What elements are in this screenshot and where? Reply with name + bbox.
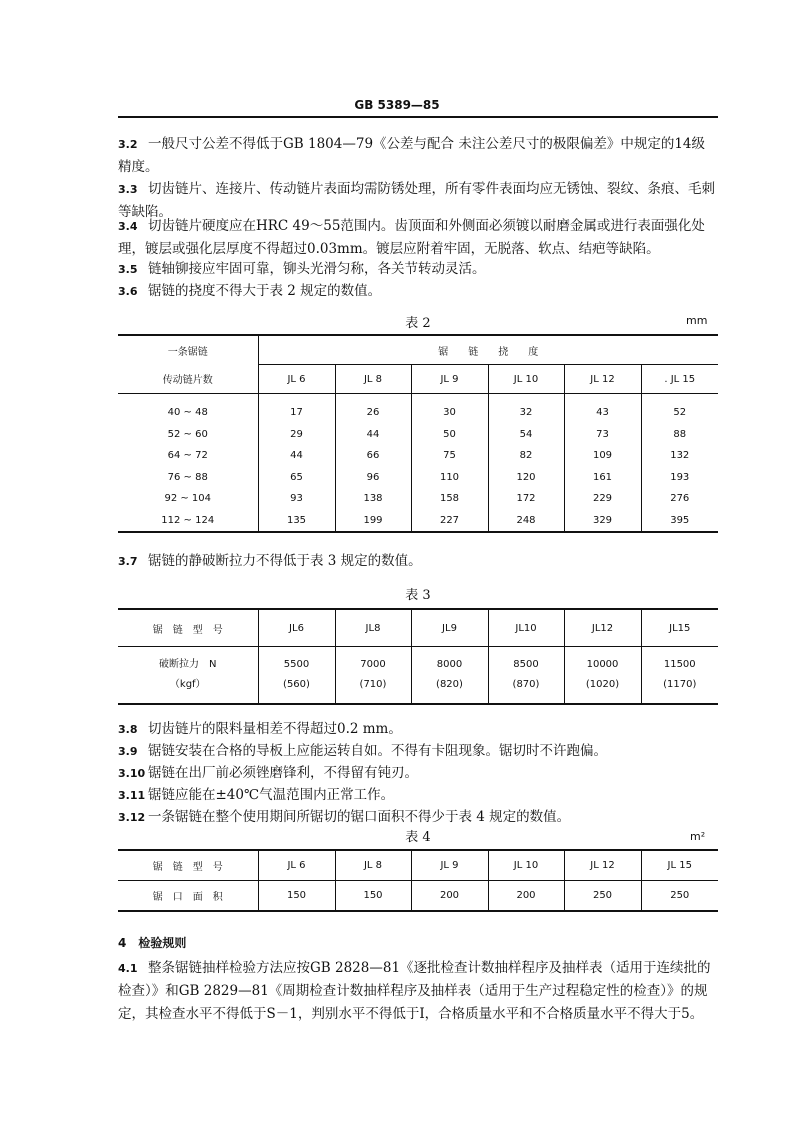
table-cell: 120 <box>488 467 564 489</box>
clause-number: 3.7 <box>118 555 138 568</box>
clause-number: 3.9 <box>118 745 138 758</box>
table-cell: 29 <box>258 424 335 446</box>
table2-range: 112 ~ 124 <box>161 514 215 526</box>
section-4-title: 4 检验规则 <box>118 936 187 950</box>
table4-model: JL 15 <box>641 850 718 881</box>
table-row <box>118 424 718 446</box>
table-cell: 200 <box>411 881 488 912</box>
table-cell: 200 <box>488 881 564 912</box>
clause-3-4 <box>118 215 718 261</box>
table-cell: 66 <box>335 445 411 467</box>
clause-number: 3.8 <box>118 723 138 736</box>
value-n: 8000 <box>436 659 463 670</box>
table3-model: JL8 <box>335 609 411 647</box>
value-kgf: (1020) <box>585 679 620 690</box>
clause-3-2 <box>118 133 718 179</box>
table-cell: 96 <box>335 467 411 489</box>
table3-model: JL15 <box>641 609 718 647</box>
table2-model: JL 6 <box>258 365 335 394</box>
value-kgf: (1170) <box>663 679 697 690</box>
clause-text: 锯链安装在合格的导板上应能运转自如。不得有卡阻现象。锯切时不许跑偏。 <box>148 743 607 759</box>
table-cell <box>335 647 411 705</box>
table-cell: 26 <box>335 394 411 424</box>
table-cell: 17 <box>258 394 335 424</box>
table4-model: JL 9 <box>411 850 488 881</box>
table-cell: 52 <box>641 394 718 424</box>
table-row <box>118 881 718 912</box>
clause-3-7 <box>118 550 718 573</box>
table-cell: 250 <box>641 881 718 912</box>
clause-text: 链轴铆接应牢固可靠，铆头光滑匀称，各关节转动灵活。 <box>148 261 486 277</box>
table-cell: 88 <box>641 424 718 446</box>
clause-4-1 <box>118 957 718 1026</box>
table-cell: 82 <box>488 445 564 467</box>
table-cell: 250 <box>564 881 641 912</box>
table2-group-header: 锯 链 挠 度 <box>258 335 718 365</box>
table2-range: 76 ~ 88 <box>167 471 208 483</box>
table3 <box>118 608 718 705</box>
table-cell <box>564 647 641 705</box>
clause-3-9 <box>118 740 718 763</box>
table4-model: JL 6 <box>258 850 335 881</box>
table-cell: 193 <box>641 467 718 489</box>
clause-number: 3.11 <box>118 789 146 802</box>
table2-model: JL 10 <box>488 365 564 394</box>
table-cell: 158 <box>411 488 488 510</box>
table-cell: 395 <box>641 510 718 533</box>
table4-label: 锯 口 面 积 <box>152 892 223 903</box>
table2-range: 40 ~ 48 <box>167 407 208 419</box>
table-cell: 138 <box>335 488 411 510</box>
clause-number: 4.1 <box>118 962 138 975</box>
table-row <box>118 647 718 705</box>
table3-model: JL6 <box>258 609 335 647</box>
table-cell: 32 <box>488 394 564 424</box>
value-n: 5500 <box>283 659 310 670</box>
table-cell: 161 <box>564 467 641 489</box>
clause-text: 一条锯链在整个使用期间所锯切的锯口面积不得少于表 4 规定的数值。 <box>148 809 571 825</box>
table2-range: 52 ~ 60 <box>167 428 208 440</box>
table3-label-n: 破断拉力 N <box>159 659 217 670</box>
table2-model: JL 12 <box>564 365 641 394</box>
clause-text: 切齿链片、连接片、传动链片表面均需防锈处理，所有零件表面均应无锈蚀、裂纹、条痕、毛刺等缺陷。 <box>118 181 715 220</box>
clause-number: 3.6 <box>118 285 138 298</box>
value-n: 11500 <box>663 659 696 670</box>
table3-model: JL9 <box>411 609 488 647</box>
table-cell <box>488 647 564 705</box>
value-kgf: (710) <box>359 679 387 690</box>
table-cell: 172 <box>488 488 564 510</box>
table-cell: 43 <box>564 394 641 424</box>
table2-range: 64 ~ 72 <box>167 450 208 462</box>
table2-unit: mm <box>686 314 708 327</box>
value-kgf: (560) <box>283 679 310 690</box>
table4 <box>118 849 718 912</box>
table-cell: 93 <box>258 488 335 510</box>
table-cell: 44 <box>335 424 411 446</box>
page-header: GB 5389—85 <box>354 98 440 112</box>
clause-3-5 <box>118 258 718 281</box>
table3-model: JL10 <box>488 609 564 647</box>
table-cell: 150 <box>258 881 335 912</box>
table3-label-kgf: （kgf） <box>169 679 206 690</box>
table4-model: JL 8 <box>335 850 411 881</box>
table-cell: 109 <box>564 445 641 467</box>
clause-number: 3.12 <box>118 811 146 824</box>
table2 <box>118 334 718 533</box>
table4-model: JL 10 <box>488 850 564 881</box>
value-n: 8500 <box>513 659 539 670</box>
clause-text: 切齿链片的限料量相差不得超过0.2 mm。 <box>148 721 402 737</box>
table-row <box>118 445 718 467</box>
table2-model: JL 8 <box>335 365 411 394</box>
table-cell: 135 <box>258 510 335 533</box>
table-cell <box>258 647 335 705</box>
table4-rowhead: 锯 链 型 号 <box>118 850 258 881</box>
value-kgf: (820) <box>436 679 463 690</box>
table-cell: 229 <box>564 488 641 510</box>
table-cell: 110 <box>411 467 488 489</box>
clause-text: 一般尺寸公差不得低于GB 1804—79《公差与配合 未注公差尺寸的极限偏差》中规定的14级精度。 <box>118 136 705 175</box>
clause-3-6 <box>118 280 718 303</box>
table2-model: JL 9 <box>411 365 488 394</box>
table-cell: 44 <box>258 445 335 467</box>
clause-number: 3.10 <box>118 767 146 780</box>
table-cell: 75 <box>411 445 488 467</box>
table4-unit: m² <box>690 830 706 843</box>
clause-number: 3.4 <box>118 220 138 233</box>
clause-text: 锯链在出厂前必须锉磨锋利，不得留有钝刃。 <box>148 765 418 781</box>
table-row <box>118 394 718 424</box>
table3-label <box>118 647 258 705</box>
table-cell: 227 <box>411 510 488 533</box>
table-cell: 276 <box>641 488 718 510</box>
table-cell: 150 <box>335 881 411 912</box>
clause-3-10 <box>118 762 718 785</box>
table-cell <box>411 647 488 705</box>
clause-3-8 <box>118 718 718 741</box>
table-row <box>118 510 718 533</box>
clause-number: 3.3 <box>118 183 138 196</box>
clause-text: 锯链应能在±40℃气温范围内正常工作。 <box>148 787 395 803</box>
clause-number: 3.5 <box>118 263 138 276</box>
table-cell: 248 <box>488 510 564 533</box>
table2-range: 92 ~ 104 <box>164 493 212 505</box>
value-n: 7000 <box>360 659 386 670</box>
table-cell: 30 <box>411 394 488 424</box>
clause-text: 整条锯链抽样检验方法应按GB 2828—81《逐批检查计数抽样程序及抽样表（适用于连续批的检查）》和GB 2829—81《周期检查计数抽样程序及抽样表（适用于生产过程稳定性的检查）》的规定，其检查水平不得低于S－1，判别水平不得低于Ⅰ，合格质量水平和不合格质量水平不得大于5。 <box>118 960 711 1022</box>
table2-rowhead2: 传动链片数 <box>118 365 258 394</box>
table4-caption: 表 4 <box>405 830 431 845</box>
table-cell <box>641 647 718 705</box>
table-cell: 132 <box>641 445 718 467</box>
table-cell: 54 <box>488 424 564 446</box>
table-row <box>118 467 718 489</box>
table-cell: 199 <box>335 510 411 533</box>
table-cell: 50 <box>411 424 488 446</box>
clause-text: 锯链的挠度不得大于表 2 规定的数值。 <box>148 283 382 299</box>
clause-number: 3.2 <box>118 138 138 151</box>
table-cell: 65 <box>258 467 335 489</box>
table3-rowhead: 锯 链 型 号 <box>118 609 258 647</box>
table-row <box>118 488 718 510</box>
header-rule <box>118 116 718 118</box>
table3-caption: 表 3 <box>405 588 431 603</box>
table2-model: . JL 15 <box>641 365 718 394</box>
clause-text: 锯链的静破断拉力不得低于表 3 规定的数值。 <box>148 553 422 569</box>
table4-model: JL 12 <box>564 850 641 881</box>
table-cell: 73 <box>564 424 641 446</box>
table2-caption: 表 2 <box>405 316 431 331</box>
table2-rowhead1: 一条锯链 <box>167 346 208 358</box>
table-cell: 329 <box>564 510 641 533</box>
table3-model: JL12 <box>564 609 641 647</box>
value-n: 10000 <box>586 659 619 670</box>
clause-3-11 <box>118 784 718 807</box>
clause-text: 切齿链片硬度应在HRC 49～55范围内。齿顶面和外侧面必须镀以耐磨金属或进行表面强化处理，镀层或强化层厚度不得超过0.03mm。镀层应附着牢固，无脱落、软点、结疤等缺陷。 <box>118 218 705 257</box>
value-kgf: (870) <box>512 679 540 690</box>
